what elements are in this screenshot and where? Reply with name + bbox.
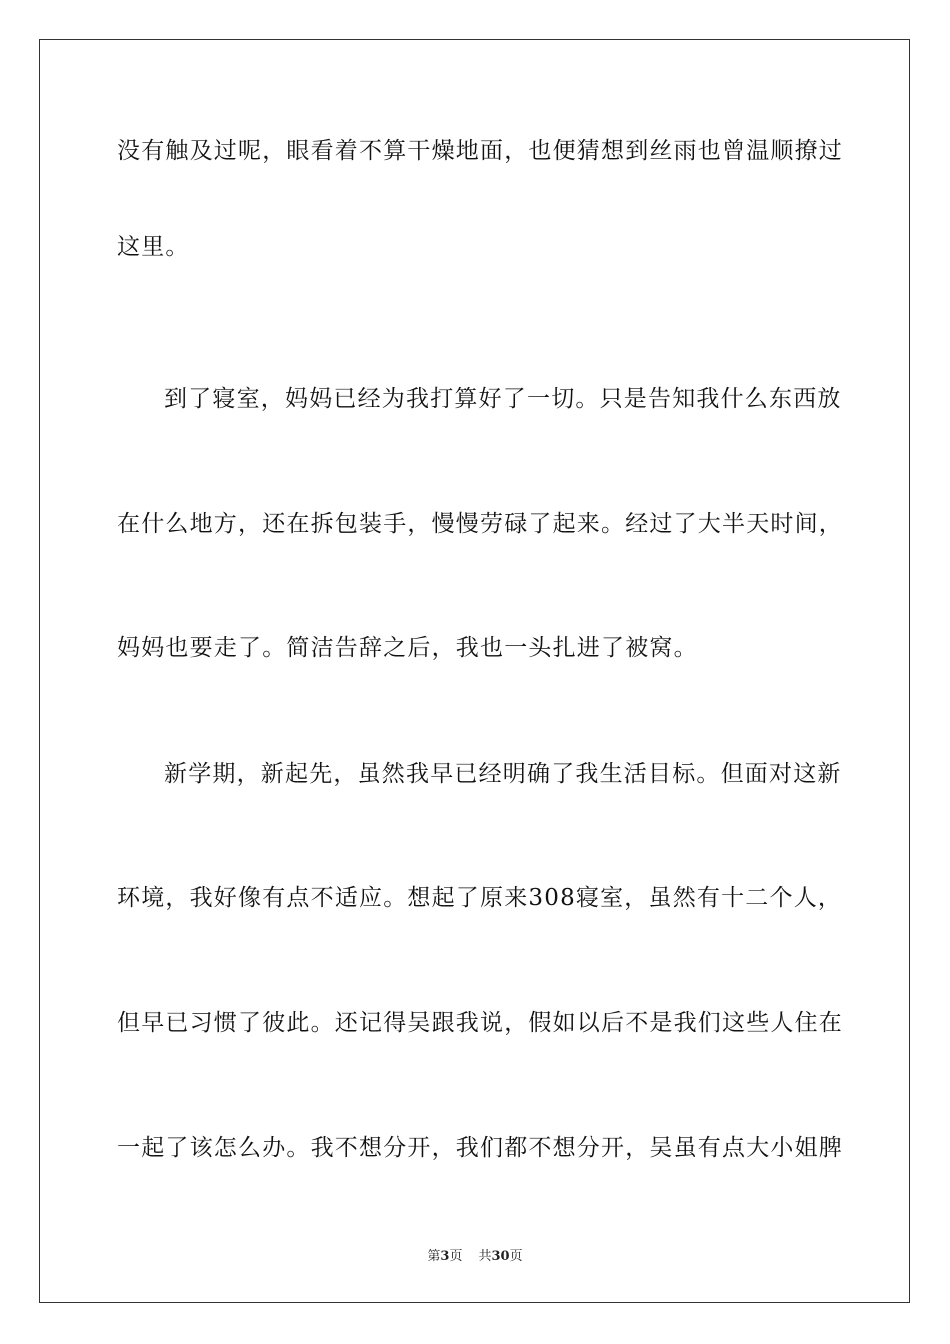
body-text-line: 一起了该怎么办。我不想分开，我们都不想分开，吴虽有点大小姐脾	[117, 1135, 843, 1161]
page-footer	[0, 1248, 950, 1266]
page-border	[39, 39, 910, 1303]
body-text-line: 在什么地方，还在拆包装手，慢慢劳碌了起来。经过了大半天时间，	[117, 511, 843, 537]
page-indicator: 第3页	[427, 1249, 463, 1264]
body-text-line: 环境，我好像有点不适应。想起了原来308寝室，虽然有十二个人，	[117, 885, 843, 911]
page-number: 3	[440, 1249, 450, 1264]
body-text-line: 但早已习惯了彼此。还记得吴跟我说，假如以后不是我们这些人住在	[117, 1010, 843, 1036]
body-text-line: 没有触及过呢，眼看着不算干燥地面，也便猜想到丝雨也曾温顺撩过	[117, 138, 843, 164]
paragraph-start-line: 到了寝室，妈妈已经为我打算好了一切。只是告知我什么东西放	[164, 386, 842, 412]
body-text-line: 这里。	[117, 234, 190, 260]
total-pages: 30	[491, 1249, 510, 1264]
body-text-line: 妈妈也要走了。简洁告辞之后，我也一头扎进了被窝。	[117, 635, 698, 661]
total-pages-indicator: 共30页	[478, 1249, 523, 1264]
paragraph-start-line: 新学期，新起先，虽然我早已经明确了我生活目标。但面对这新	[164, 761, 842, 787]
